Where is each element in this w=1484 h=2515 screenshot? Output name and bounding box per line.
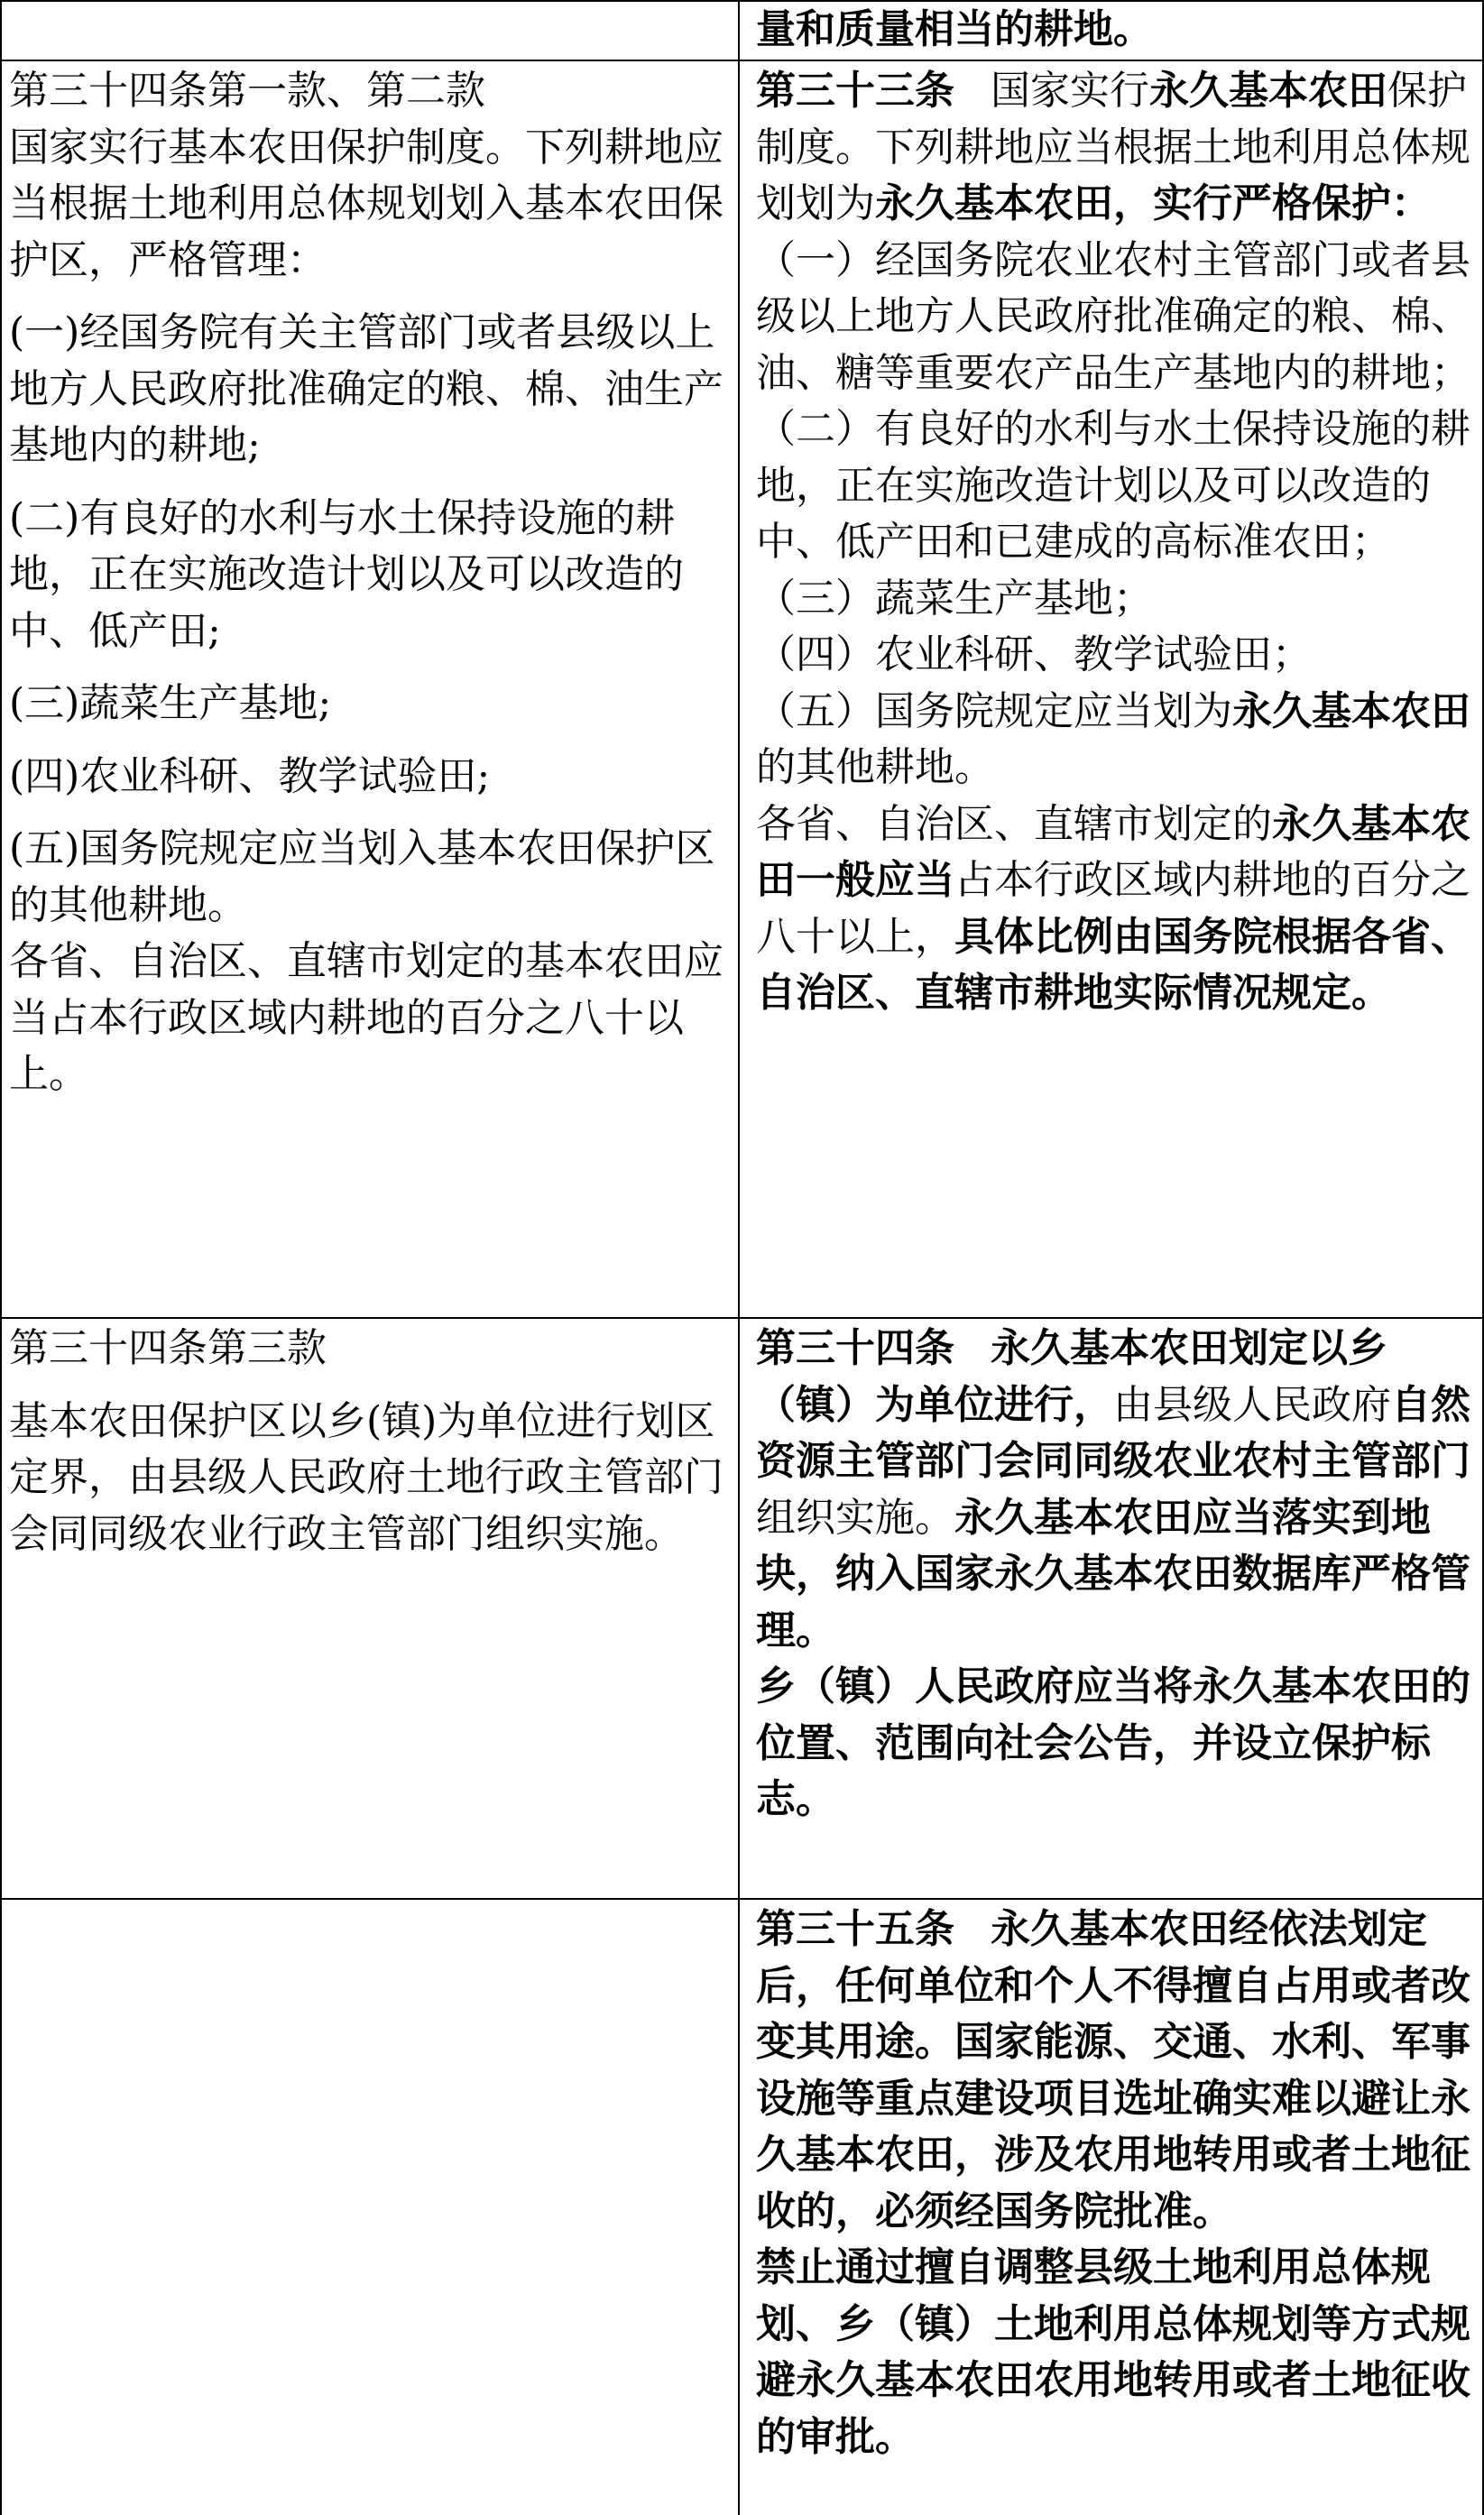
- old-article-intro: 国家实行基本农田保护制度。下列耕地应当根据土地利用总体规划划入基本农田保护区，严格管理：: [9, 124, 724, 283]
- new-item-4: （四）农业科研、教学试验田；: [756, 631, 1312, 677]
- row-divider-3: [0, 1898, 1484, 1900]
- new-article-33-p1: 第三十三条 国家实行永久基本农田保护制度。下列耕地应当根据土地利用总体规划划为永久基本农田，实行严格保护：: [756, 68, 1470, 226]
- new-item-3: （三）蔬菜生产基地；: [756, 575, 1153, 622]
- old-item-4: (四)农业科研、教学试验田;: [9, 752, 491, 799]
- new-article-35-p1: 第三十五条 永久基本农田经依法划定后，任何单位和个人不得擅自占用或者改变其用途。国家能源、交通、水利、军事设施等重点建设项目选址确实难以避让永久基本农田，涉及农用地转用或者土地征收的，必须经国务院批准。: [756, 1906, 1470, 2234]
- old-item-2: (二)有良好的水利与水土保持设施的耕地，正在实施改造计划以及可以改造的中、低产田;: [9, 494, 684, 654]
- column-divider: [738, 0, 740, 2515]
- new-article-35-p2: 禁止通过擅自调整县级土地利用总体规划、乡（镇）土地利用总体规划等方式规避永久基本农田农用地转用或者土地征收的审批。: [756, 2244, 1470, 2460]
- row0-right-cell: [756, 2, 1478, 59]
- row2-left-cell: [9, 1321, 731, 1562]
- row-divider-2: [0, 1317, 1484, 1319]
- new-article-34-p1: 第三十四条 永久基本农田划定以乡（镇）为单位进行，由县级人民政府自然资源主管部门会同同级农业农村主管部门组织实施。永久基本农田应当落实到地块，纳入国家永久基本农田数据库严格管理。: [756, 1325, 1470, 1654]
- old-item-3: (三)蔬菜生产基地;: [9, 680, 332, 726]
- table-left-border: [0, 0, 2, 2515]
- old-article-closing: 各省、自治区、直辖市划定的基本农田应当占本行政区域内耕地的百分之八十以上。: [9, 938, 724, 1097]
- new-item-5: （五）国务院规定应当划为永久基本农田的其他耕地。: [756, 687, 1470, 790]
- old-article-text-2: 基本农田保护区以乡(镇)为单位进行划区定界，由县级人民政府土地行政主管部门会同同级农业行政主管部门组织实施。: [9, 1397, 724, 1557]
- new-item-2: （二）有良好的水利与水土保持设施的耕地，正在实施改造计划以及可以改造的中、低产田和已建成的高标准农田；: [756, 406, 1470, 565]
- row3-right-cell: [756, 1902, 1478, 2465]
- new-item-1: （一）经国务院农业农村主管部门或者县级以上地方人民政府批准确定的粮、棉、油、糖等重要农产品生产基地内的耕地；: [756, 236, 1470, 396]
- article-number: 第三十五条: [756, 1906, 954, 1952]
- row-divider-1: [0, 60, 1484, 61]
- row2-right-cell: [756, 1321, 1478, 1829]
- new-article-34-p2: 乡（镇）人民政府应当将永久基本农田的位置、范围向社会公告，并设立保护标志。: [756, 1663, 1470, 1822]
- row0-right-text: 量和质量相当的耕地。: [756, 6, 1153, 52]
- row1-right-cell: [756, 63, 1478, 1022]
- article-number: 第三十三条: [756, 68, 954, 114]
- row1-left-cell: [9, 63, 731, 1103]
- new-article-33-p2: 各省、自治区、直辖市划定的永久基本农田一般应当占本行政区域内耕地的百分之八十以上，具体比例由国务院根据各省、自治区、直辖市耕地实际情况规定。: [756, 800, 1470, 1016]
- article-number: 第三十四条: [756, 1325, 954, 1371]
- old-item-5: (五)国务院规定应当划入基本农田保护区的其他耕地。: [9, 825, 715, 928]
- old-item-1: (一)经国务院有关主管部门或者县级以上地方人民政府批准确定的粮、棉、油生产基地内的耕地;: [9, 309, 724, 468]
- old-article-heading: 第三十四条第一款、第二款: [9, 68, 485, 114]
- old-article-heading-2: 第三十四条第三款: [9, 1325, 327, 1371]
